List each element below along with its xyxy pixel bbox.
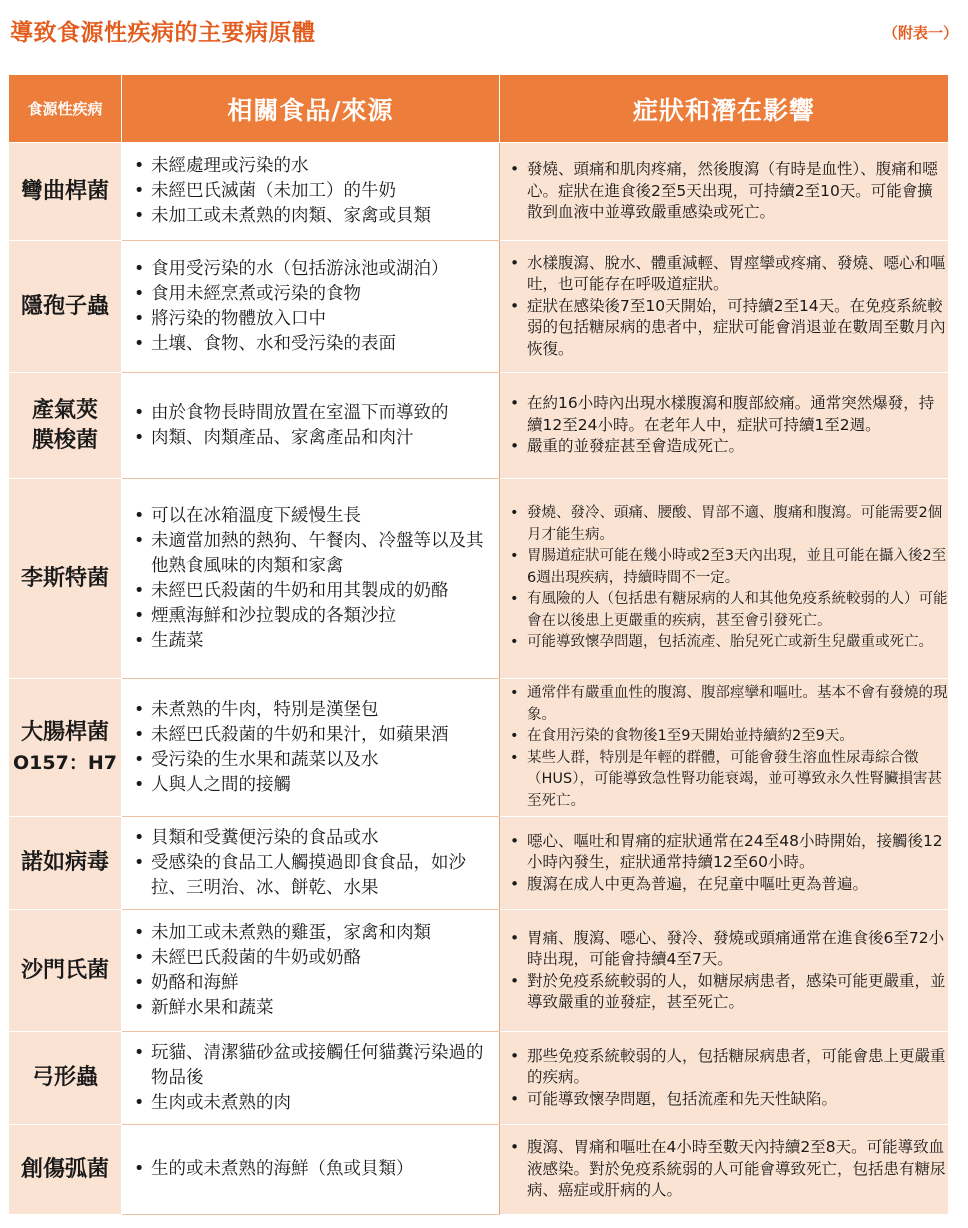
pathogen-name-cell	[9, 910, 122, 1032]
symptom-item: • 發燒、頭痛和肌肉疼痛，然後腹瀉（有時是血性）、腹痛和噁心。症狀在進食後2至5天出現，可持續2至10天。可能會擴散到血液中並導致嚴重感染或死亡。	[510, 159, 948, 224]
page-header	[10, 0, 958, 60]
foods-cell	[122, 910, 500, 1032]
foods-cell	[122, 679, 500, 817]
symptom-item: • 症狀在感染後7至10天開始，可持續2至14天。在免疫系統較弱的包括糖尿病的患者中，症狀可能會消退並在數周至數月內恢復。	[510, 296, 948, 361]
symptoms-list	[510, 1046, 948, 1111]
symptom-item: • 對於免疫系統較弱的人，如糖尿病患者，感染可能更嚴重，並導致嚴重的並發症，甚至死亡。	[510, 971, 948, 1014]
food-item: • 受感染的食品工人觸摸過即食食品，如沙拉、三明治、冰、餅乾、水果	[134, 851, 499, 901]
foods-list	[134, 826, 499, 901]
food-item: • 生蔬菜	[134, 629, 499, 654]
symptoms-list	[510, 928, 948, 1014]
pathogen-name-cell	[9, 241, 122, 373]
symptom-item: • 有風險的人（包括患有糖尿病的人和其他免疫系統較弱的人）可能會在以後患上更嚴重的疾病，甚至會引發死亡。	[510, 589, 948, 632]
symptoms-cell	[500, 679, 949, 817]
symptom-item: • 在食用污染的食物後1至9天開始並持續約2至9天。	[510, 726, 948, 748]
symptom-item: • 腹瀉、胃痛和嘔吐在4小時至數天內持續2至8天。可能導致血液感染。對於免疫系統弱的人可能會導致死亡，包括患有糖尿病、癌症或肝病的人。	[510, 1137, 948, 1202]
foods-list	[134, 921, 499, 1021]
symptom-item: • 嚴重的並發症甚至會造成死亡。	[510, 436, 948, 458]
pathogen-name: 大腸桿菌	[20, 719, 109, 745]
pathogen-name: 諾如病毒	[20, 850, 109, 875]
symptoms-cell	[500, 241, 949, 373]
foods-cell	[122, 1125, 500, 1215]
food-item: • 生的或未煮熟的海鮮（魚或貝類）	[134, 1157, 499, 1182]
symptom-item: • 噁心、嘔吐和胃痛的症狀通常在24至48小時開始，接觸後12小時內發生，症狀通常持續12至60小時。	[510, 831, 948, 874]
symptom-item: • 某些人群，特別是年輕的群體，可能會發生溶血性尿毒綜合徵（HUS），可能導致急性腎功能衰竭，並可導致永久性腎臟損害甚至死亡。	[510, 748, 948, 813]
symptom-item: • 可能導致懷孕問題，包括流產、胎兒死亡或新生兒嚴重或死亡。	[510, 632, 948, 654]
pathogen-name-cell	[9, 679, 122, 817]
pathogen-name: 沙門氏菌	[20, 957, 109, 983]
symptom-item: • 腹瀉在成人中更為普遍，在兒童中嘔吐更為普遍。	[510, 874, 948, 896]
foods-cell	[122, 817, 500, 910]
symptoms-list	[510, 503, 948, 654]
pathogen-table	[8, 74, 949, 1215]
food-item: • 可以在冰箱溫度下緩慢生長	[134, 504, 499, 529]
food-item: • 未加工或未煮熟的肉類、家禽或貝類	[134, 204, 499, 229]
symptom-item: • 發燒、發冷、頭痛、腰酸、胃部不適、腹痛和腹瀉。可能需要2個月才能生病。	[510, 503, 948, 546]
appendix-label: （附表一）	[882, 24, 958, 42]
column-header-foods: 相關食品/來源	[122, 75, 500, 143]
foods-cell	[122, 241, 500, 373]
food-item: • 受污染的生水果和蔬菜以及水	[134, 748, 499, 773]
food-item: • 煙熏海鮮和沙拉製成的各類沙拉	[134, 604, 499, 629]
symptoms-list	[510, 683, 948, 812]
foods-list	[134, 1041, 499, 1116]
foods-cell	[122, 143, 500, 241]
symptom-item: • 那些免疫系統較弱的人，包括糖尿病患者，可能會患上更嚴重的疾病。	[510, 1046, 948, 1089]
food-item: • 由於食物長時間放置在室溫下而導致的	[134, 401, 499, 426]
table-row	[9, 817, 949, 910]
symptoms-cell	[500, 817, 949, 910]
symptom-item: • 在約16小時內出現水樣腹瀉和腹部絞痛。通常突然爆發，持續12至24小時。在老年人中，症狀可持續1至2週。	[510, 393, 948, 436]
pathogen-name: 產氣莢膜梭菌	[32, 397, 99, 453]
foods-list	[134, 401, 499, 451]
food-item: • 肉類、肉類產品、家禽產品和肉汁	[134, 426, 499, 451]
column-header-disease: 食源性疾病	[9, 75, 122, 143]
symptoms-list	[510, 159, 948, 224]
food-item: • 玩貓、清潔貓砂盆或接觸任何貓糞污染過的物品後	[134, 1041, 499, 1091]
symptoms-list	[510, 393, 948, 458]
pathogen-name-subtype: O157：H7	[13, 751, 117, 774]
foods-list	[134, 504, 499, 654]
food-item: • 人與人之間的接觸	[134, 773, 499, 798]
pathogen-name-cell	[9, 1125, 122, 1215]
table-row	[9, 373, 949, 479]
symptoms-cell	[500, 1032, 949, 1125]
food-item: • 未經處理或污染的水	[134, 154, 499, 179]
symptoms-cell	[500, 143, 949, 241]
table-row	[9, 241, 949, 373]
pathogen-name: 隱孢子蟲	[20, 293, 109, 319]
foods-list	[134, 154, 499, 229]
pathogen-name-cell	[9, 143, 122, 241]
food-item: • 未煮熟的牛肉，特別是漢堡包	[134, 698, 499, 723]
pathogen-name: 創傷弧菌	[20, 1156, 109, 1182]
table-row	[9, 679, 949, 817]
pathogen-name-cell	[9, 373, 122, 479]
symptoms-list	[510, 1137, 948, 1202]
foods-list	[134, 257, 499, 357]
pathogen-name: 彎曲桿菌	[20, 178, 109, 204]
symptoms-list	[510, 253, 948, 361]
pathogen-name-cell	[9, 1032, 122, 1125]
symptoms-cell	[500, 910, 949, 1032]
table-row	[9, 910, 949, 1032]
page-title: 導致食源性疾病的主要病原體	[10, 20, 316, 46]
food-item: • 食用未經烹煮或污染的食物	[134, 282, 499, 307]
symptoms-cell	[500, 1125, 949, 1215]
table-row	[9, 1032, 949, 1125]
food-item: • 奶酪和海鮮	[134, 971, 499, 996]
foods-cell	[122, 1032, 500, 1125]
food-item: • 未適當加熱的熱狗、午餐肉、冷盤等以及其他熟食風味的肉類和家禽	[134, 529, 499, 579]
symptom-item: • 胃痛、腹瀉、噁心、發冷、發燒或頭痛通常在進食後6至72小時出現，可能會持續4至7天。	[510, 928, 948, 971]
symptoms-cell	[500, 479, 949, 679]
column-header-symptoms: 症狀和潛在影響	[500, 75, 949, 143]
table-row	[9, 1125, 949, 1215]
foods-cell	[122, 373, 500, 479]
table-row	[9, 143, 949, 241]
food-item: • 貝類和受糞便污染的食品或水	[134, 826, 499, 851]
food-item: • 生肉或未煮熟的肉	[134, 1091, 499, 1116]
foods-list	[134, 698, 499, 798]
pathogen-name-cell	[9, 817, 122, 910]
food-item: • 土壤、食物、水和受污染的表面	[134, 332, 499, 357]
table-row	[9, 479, 949, 679]
foods-cell	[122, 479, 500, 679]
food-item: • 未經巴氏滅菌（未加工）的牛奶	[134, 179, 499, 204]
pathogen-name: 李斯特菌	[20, 565, 109, 591]
foods-list	[134, 1157, 499, 1182]
food-item: • 將污染的物體放入口中	[134, 307, 499, 332]
food-item: • 新鮮水果和蔬菜	[134, 996, 499, 1021]
pathogen-name: 弓形蟲	[31, 1065, 98, 1090]
pathogen-name-cell	[9, 479, 122, 679]
symptoms-list	[510, 831, 948, 896]
symptom-item: • 水樣腹瀉、脫水、體重減輕、胃痙攣或疼痛、發燒、噁心和嘔吐，也可能存在呼吸道症狀。	[510, 253, 948, 296]
food-item: • 食用受污染的水（包括游泳池或湖泊）	[134, 257, 499, 282]
food-item: • 未經巴氏殺菌的牛奶和果汁，如蘋果酒	[134, 723, 499, 748]
table-header-row	[9, 75, 949, 143]
food-item: • 未經巴氏殺菌的牛奶和用其製成的奶酪	[134, 579, 499, 604]
symptom-item: • 通常伴有嚴重血性的腹瀉、腹部痙攣和嘔吐。基本不會有發燒的現象。	[510, 683, 948, 726]
food-item: • 未加工或未煮熟的雞蛋，家禽和肉類	[134, 921, 499, 946]
symptom-item: • 胃腸道症狀可能在幾小時或2至3天內出現，並且可能在攝入後2至6週出現疾病，持續時間不一定。	[510, 546, 948, 589]
symptoms-cell	[500, 373, 949, 479]
food-item: • 未經巴氏殺菌的牛奶或奶酪	[134, 946, 499, 971]
symptom-item: • 可能導致懷孕問題，包括流產和先天性缺陷。	[510, 1089, 948, 1111]
